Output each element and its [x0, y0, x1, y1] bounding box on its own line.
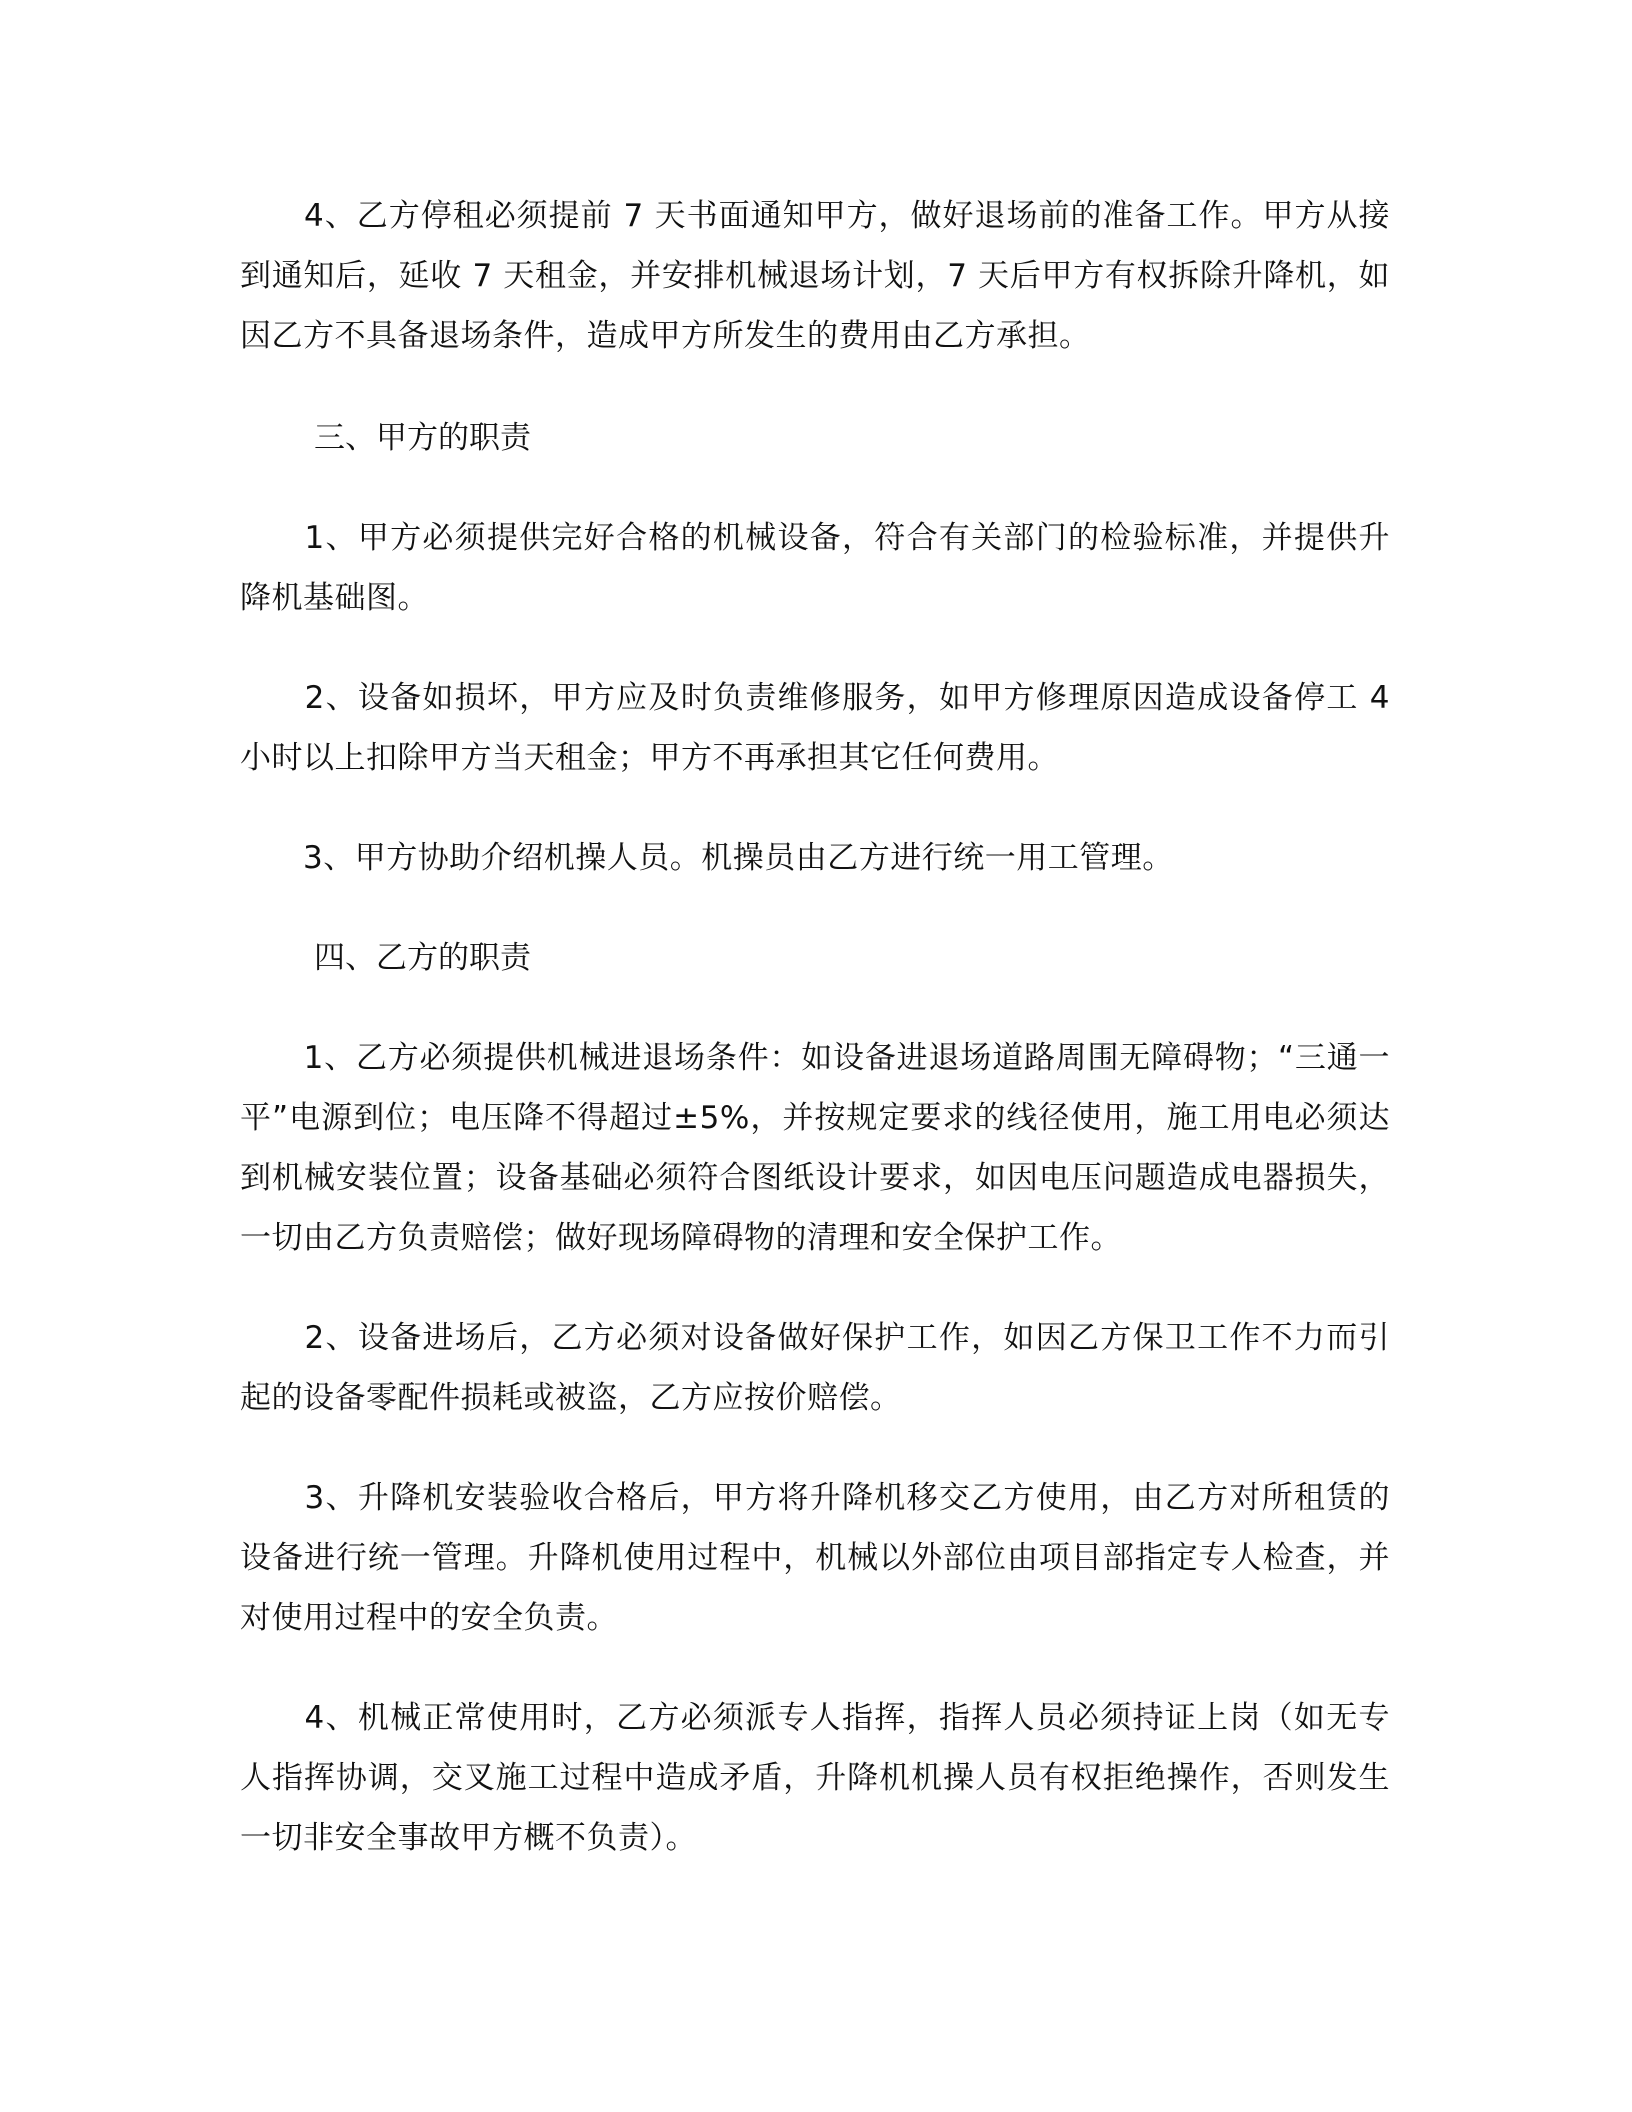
- section-heading-party-a-duties: 三、甲方的职责: [314, 420, 531, 456]
- paragraph-party-b-duty-4: 4、机械正常使用时，乙方必须派专人指挥，指挥人员必须持证上岗（如无专人指挥协调，交叉施工过程中造成矛盾，升降机机操人员有权拒绝操作，否则发生一切非安全事故甲方概不负责）。: [240, 1700, 1390, 1856]
- paragraph-party-a-duty-1: 1、甲方必须提供完好合格的机械设备，符合有关部门的检验标准，并提供升降机基础图。: [240, 520, 1390, 616]
- paragraph-party-b-duty-1: 1、乙方必须提供机械进退场条件：如设备进退场道路周围无障碍物；“三通一平”电源到位；电压降不得超过±5%，并按规定要求的线径使用，施工用电必须达到机械安装位置；设备基础必须符合图纸设计要求，如因电压问题造成电器损失，一切由乙方负责赔偿；做好现场障碍物的清理和安全保护工作。: [240, 1040, 1390, 1256]
- section-heading-party-b-duties: 四、乙方的职责: [314, 940, 531, 976]
- paragraph-party-a-duty-3: 3、甲方协助介绍机操人员。机操员由乙方进行统一用工管理。: [240, 840, 1174, 876]
- paragraph-party-b-duty-3: 3、升降机安装验收合格后，甲方将升降机移交乙方使用，由乙方对所租赁的设备进行统一管理。升降机使用过程中，机械以外部位由项目部指定专人检查，并对使用过程中的安全负责。: [240, 1480, 1390, 1636]
- paragraph-party-b-duty-2: 2、设备进场后，乙方必须对设备做好保护工作，如因乙方保卫工作不力而引起的设备零配件损耗或被盗，乙方应按价赔偿。: [240, 1320, 1390, 1416]
- paragraph-party-a-duty-2: 2、设备如损坏，甲方应及时负责维修服务，如甲方修理原因造成设备停工 4 小时以上扣除甲方当天租金；甲方不再承担其它任何费用。: [240, 680, 1401, 776]
- paragraph-early-termination: 4、乙方停租必须提前 7 天书面通知甲方，做好退场前的准备工作。甲方从接到通知后，延收 7 天租金，并安排机械退场计划，7 天后甲方有权拆除升降机，如因乙方不具备退场条件，造成甲方所发生的费用由乙方承担。: [240, 198, 1390, 354]
